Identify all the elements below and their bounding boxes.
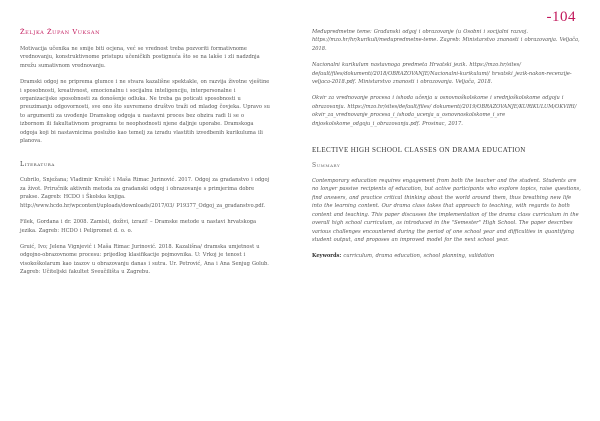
keywords-text: curriculum, drama education, school planning, validation [341,253,495,260]
literature-heading: Literatura [20,161,55,169]
reference-item: Cubrilo, Snježana; Vladimir Krušić i Maša Rimac Jurinović. 2017. Odgoj za gradanstvo i odgoj za život. Priručnik aktivnih metoda za gradanski odgoj i obrazovanje s primjerima dobre prakse. Zagreb: HCDO i Školska knjiga. http://www.hcdo.hr/wpcontent/uploads/downloads/2017/03/ P19377_Odgoj_za_gradanstvo.pdf. [20,177,270,209]
summary-heading: Summary [312,162,341,170]
right-column [312,28,582,261]
paragraph: Dramski odgoj ne priprema glumce i ne stvara kazališne spektakle, on razvija životne vještine i sposobnosti, kreativnost, emocionalnu i socijalnu inteligenciju, interpersonalne i organizacijske sposobnosti za donošenje odluka. Ne treba ga poticati sposobnosti u preuzimanju odgovornosti, sve ono što suvremeno društvo traži od mladog čovjeka. Upravo su to argumenti za uvođenje Dramskog odgoja u nastavni proces bez obzira radi li se o izbornom ili fakultativnom programu te neophodnosti njene daljnje uporabe. Dramskoga odgoja koji bi nastavnicima poslužio kao temelj za izradu vlastitih izvedbenih kurikuluma ili planova. [20,79,270,145]
reference-item: Nacionalni kurikulum nastavnoga predmeta Hrvatski jezik. https://mzo.hr/sites/ default/files/dokumenti/2018/OBRAZOVANJE/Nacionalni-kurikulumi/ hrvatski_jezik-nakon-recenzije-veljaca-2018.pdf. Ministarstvo znanosti i obrazovanja. Veljača, 2018. [312,62,572,86]
english-title: ELECTIVE HIGH SCHOOL CLASSES ON DRAMA EDUCATION [312,146,526,155]
reference-item: Okvir za vrednovanje procesa i ishoda učenja u osnovnoškolskome i srednjoškolskome odgoju i obrazovanju. https://mzo.hr/sites/default/files/ dokumenti/2019/OBRAZOVANJE/KURIKULUM/OKVIRI/ okvir_za_vrednovanje_procesa_i_ishoda_ucenja_u_osnovnoskolskome_i_sre dnjoskolskome_odgoju_i_obrazovanju.pdf. Prosinac, 2017. [312,95,577,127]
summary-text: Contemporary education requires engagement from both the teacher and the student. Students are no longer passive recipients of education, but active participants who explore topics, raise questions, find answers, and practice critical thinking about the world around them, thus breathing new life into the learning content. Our drama class takes that approach to teaching, with regards to both content and teaching. This paper discusses the implementation of the drama class curriculum in the overall high school curriculum, as introduced in the "Semester" High School. The paper describes various challenges encountered during the period of one school year and difficulties in quantifying student output, and proposes an improved model for the next school year. [312,178,581,243]
reference-item: Filek, Gordana i dr. 2008. Zamisli, doživi, izrazi! – Dramske metode u nastavi hrvatskoga jezika. Zagreb: HCDO i Pelipromet d. o. o. [20,219,257,234]
reference-item: Međupredmetne teme: Građanski odgoj i obrazovanje (u Osobni i socijalni razvoj. https://mzo.hr/hr/kurikuli/medupredmetne-teme. Zagreb: Ministarstvo znanosti i obrazovanja. Veljača, 2018. [312,29,580,52]
left-column [20,28,270,285]
reference-item: Gruić, Ivo; Jelena Vignjević i Maša Rimac Jurinović. 2018. Kazališna/ dramska umjetnost u odgojno-obrazovnome procesu: prijedlog klasifikacije pojmovnika. U: Vrkoj je tenost i visokoškolarum kao izazov u obrazovanju danas i sutra. Ur. Petrović, Ana i Ana Senjug Golub. Zagreb: Učiteljski fakultet Sveučilišta u Zagrebu. [20,243,269,276]
page-number: -104 [546,9,576,25]
keywords-line [312,252,582,260]
keywords-label: Keywords: [312,253,342,260]
author-name: Željka Župan Vuksan [20,28,101,36]
paragraph: Motivacija učenika ne smije biti ocjena, već se vrednost treba pozvoriti formativnome vrednovanju, konstruktivnome pristupu učeničkih postignuća što se na lakše i zli nadzdnja mrežu sumativnom vrednovanju. [20,46,260,69]
